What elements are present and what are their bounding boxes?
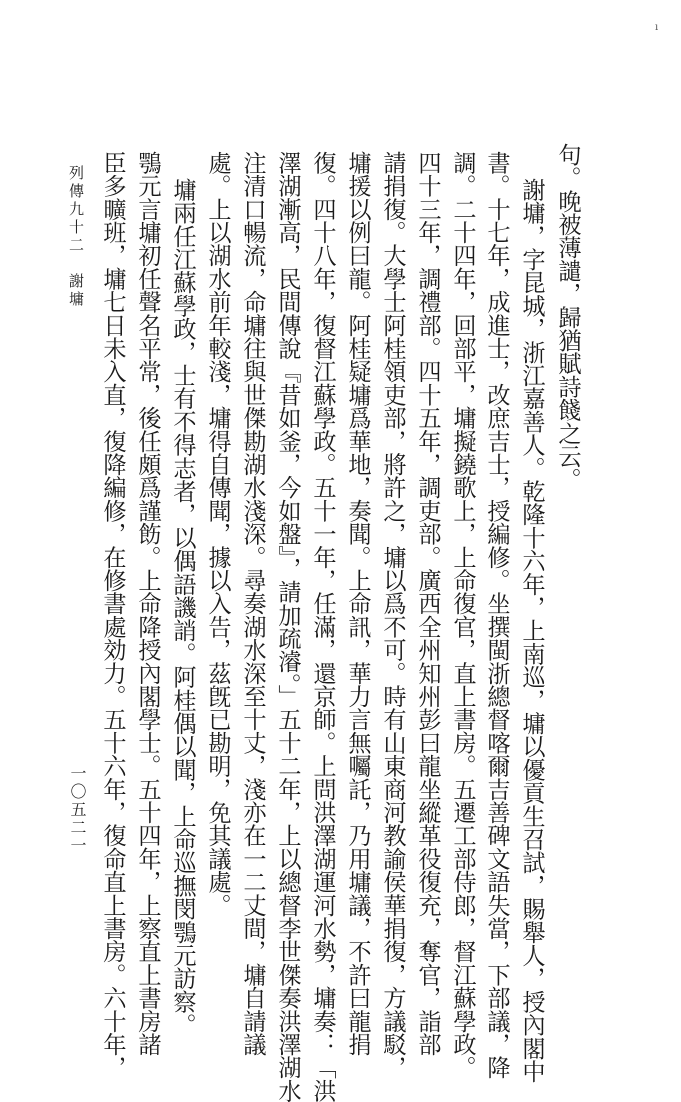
text-column-11: 處。上以湖水前年較淺，墉得自傳聞，據以入告，茲旣已勘明，免其議處。 xyxy=(204,151,231,917)
page-number: 一〇五二一 xyxy=(68,765,87,855)
text-column-5: 四十三年，調禮部。四十五年，調吏部。廣西全州知州彭曰龍坐縱革役復充，奪官，詣部 xyxy=(414,151,441,1056)
text-column-13: 鶚元言墉初任聲名平常，後任頗爲謹飭。上命降授內閣學士。五十四年，上察直上書房諸 xyxy=(134,151,161,1056)
text-column-7: 墉援以例曰龍。阿桂疑墉爲華地，奏聞。上命訊，華力言無囑託，乃用墉議，不許曰龍捐 xyxy=(344,151,371,1056)
text-column-2: 謝墉，字昆城，浙江嘉善人。乾隆十六年，上南巡，墉以優貢生召試，賜舉人，授內閣中 xyxy=(518,178,545,1083)
text-column-9: 澤湖漸高，民間傳說『昔如釜，今如盤』，請加疏濬。」五十二年，上以總督李世傑奏洪澤湖水 xyxy=(274,151,301,1102)
text-column-12: 墉兩任江蘇學政，士有不得志者，以偶語譏誚。阿桂偶以聞，上命巡撫閔鶚元訪察。 xyxy=(169,178,196,1037)
text-column-10: 注清口暢流，命墉往與世傑勘湖水淺深。尋奏湖水深至十丈，淺亦在一二丈間，墉自請議 xyxy=(239,151,266,1056)
text-column-6: 請捐復。大學士阿桂領吏部，將許之，墉以爲不可。時有山東商河教諭侯華捐復，方議駁， xyxy=(379,151,406,1079)
text-column-3: 書。十七年，成進士，改庶吉士，授編修。坐撰閩浙總督喀爾吉善碑文語失當，下部議，降 xyxy=(483,151,510,1079)
text-column-14: 臣多曠班，墉七日未入直，復降編修，在修書處効力。五十六年，復命直上書房。六十年， xyxy=(99,151,126,1079)
corner-mark: ı xyxy=(655,22,659,33)
running-footer: 列傳九十二 謝墉 xyxy=(67,165,85,309)
text-column-4: 調。二十四年，回部平，墉擬鐃歌上，上命復官，直上書房。五遷工部侍郎，督江蘇學政。 xyxy=(449,151,476,1079)
text-column-1: 句。晚被薄譴，歸猶賦詩餞之云。 xyxy=(554,143,581,491)
text-column-8: 復。四十八年，復督江蘇學政。五十一年，任滿，還京師。上問洪澤湖運河水勢，墉奏：「洪 xyxy=(309,151,336,1102)
